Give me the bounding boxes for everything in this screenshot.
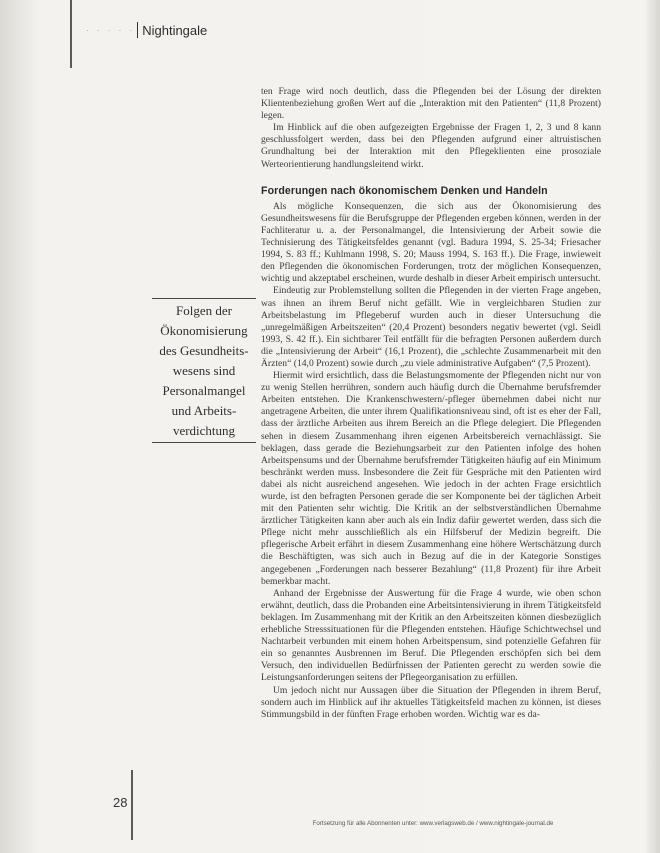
body-paragraph: Im Hinblick auf die oben aufgezeigten Ergebnisse der Fragen 1, 2, 3 und 8 kann geschlussfolgert werden, dass bei den Pflegenden aufgrund einer altruistischen Grundhaltung bei der Interaktion mit den Pflegeklienten eine prosoziale Werteorientierung handlungsleitend wirkt.: [261, 122, 601, 170]
body-paragraph: ten Frage wird noch deutlich, dass die Pflegenden bei der Lösung der direkten Klientenbeziehung großen Wert auf die „Interaktion mit den Patienten“ (11,8 Prozent) legen.: [261, 86, 601, 122]
header-divider: [137, 22, 138, 38]
page-number: 28: [113, 795, 128, 810]
pull-quote-rule-top: [152, 298, 256, 299]
pull-quote-line: des Gesundheits-: [159, 343, 249, 358]
running-header: [86, 22, 207, 38]
pull-quote-line: und Arbeits-: [171, 403, 237, 418]
body-paragraph: Eindeutig zur Problemstellung sollten die Pflegenden in der vierten Frage angeben, was ihnen an ihrem Beruf nicht gefällt. Wie in vergleichbaren Studien zur Arbeitsbelastung im Pflegeberuf wurden auch in dieser Untersuchung die „unregelmäßigen Arbeitszeiten“ (20,4 Prozent) besonders negativ bewertet (vgl. Seidl 1993, S. 42 ff.). Ein sichtbarer Teil entfällt für die befragten Personen außerdem durch die „Intensivierung der Arbeit“ (16,1 Prozent), die „schlechte Zusammenarbeit mit den Ärzten“ (14,0 Prozent) sowie durch „zu viele administrative Aufgaben“ (7,5 Prozent).: [261, 285, 601, 369]
header-dots: · · · · ·: [86, 25, 136, 35]
pull-quote-line: Personalmangel: [162, 383, 246, 398]
body-paragraph: Hiermit wird ersichtlich, dass die Belastungsmomente der Pflegenden nicht nur von zu wenig Stellen herrühren, sondern auch häufig durch die Übernahme berufsfremder Arbeiten entstehen. Die Krankenschwestern/-pfleger übernehmen dabei nicht nur angetragene Arbeiten, die unter ihrem Qualifikationsniveau sind, oft ist es eher der Fall, dass der ärztliche Arbeiten aus ihrem Bereich an die Pflege delegiert. Die Pflegenden sehen in diesem Zusammenhang ihren eigenen Arbeitsbereich vernachlässigt. Sie beklagen, dass gerade die Beziehungsarbeit zur den Patienten infolge des hohen Arbeitspensums und der Übernahme berufsfremder Tätigkeiten häufig auf ein Minimum beschränkt werden muss. Insbesondere die Zeit für Gespräche mit den Patienten wird dabei als nicht ausreichend angesehen. Wie jedoch in der achten Frage ersichtlich wurde, ist den befragten Personen gerade die ser Komponente bei der täglichen Arbeit mit den Patienten sehr wichtig. Die Kritik an der selbstverständlichen Übernahme ärztlicher Tätigkeiten kann aber auch als ein Indiz dafür gewertet werden, dass sich die Pflege nicht mehr ausschließlich als ein Hilfsberuf der Medizin begreift. Die pflegerische Arbeit erfährt in diesem Zusammenhang eine höhere Wertschätzung durch die Beschäftigten, was sich auch in Bezug auf die in der Kategorie Sonstiges angegebenen „Forderungen nach besserer Bezahlung“ (11,8 Prozent) für ihre Arbeit bemerkbar macht.: [261, 370, 601, 587]
pull-quote-line: Folgen der: [176, 303, 232, 318]
pull-quote-line: wesens sind: [172, 363, 236, 378]
body-paragraph: Als mögliche Konsequenzen, die sich aus der Ökonomisierung des Gesundheitswesens für die Berufsgruppe der Pflegenden ergeben können, werden in der Fachliteratur u. a. der Personalmangel, die Intensivierung der Arbeit sowie die Technisierung des Tätigkeitsfeldes genannt (vgl. Badura 1994, S. 25-34; Friesacher 1994, S. 83 ff.; Kuhlmann 1998, S. 20; Mauss 1994, S. 163 ff.). Die Frage, inwieweit den Pflegenden die ökonomischen Forderungen, trotz der möglichen Konsequenzen, wichtig und akzeptabel erscheinen, wurde deshalb in dieser Arbeit empirisch untersucht.: [261, 200, 601, 285]
footer-note: Fortsetzung für alle Abonnenten unter: www.verlagsweb.de / www.nightingale-journal.de: [312, 820, 554, 827]
journal-title: Nightingale: [142, 22, 208, 38]
pull-quote-line: Ökonomisierung: [160, 323, 248, 338]
margin-rule-top: [70, 0, 72, 68]
body-paragraph: Anhand der Ergebnisse der Auswertung für die Frage 4 wurde, wie oben schon erwähnt, deutlich, dass die Probanden eine Arbeitsintensivierung in ihrem Tätigkeitsfeld beklagen. Im Zusammenhang mit der Kritik an den Arbeitszeiten können diesbezüglich erhebliche Stresssituationen für die Pflegenden entstehen. Häufige Schichtwechsel und Nachtarbeit verbunden mit einem hohen Arbeitspensum, sind potenzielle Gefahren für ein so genanntes Ausbrennen im Beruf. Die Pflegenden erschöpfen sich bei dem Versuch, den individuellen Bedürfnissen der Patienten gerecht zu werden sowie die Leistungsanforderungen seitens der Pflegeorganisation zu erfüllen.: [261, 587, 601, 684]
pull-quote-line: verdichtung: [172, 423, 236, 438]
body-text-column: [261, 86, 601, 721]
margin-rule-bottom: [131, 770, 133, 840]
margin-pull-quote: [138, 298, 270, 443]
pull-quote-rule-bottom: [152, 442, 256, 443]
page-edge-shadow: [646, 0, 660, 853]
section-heading: Forderungen nach ökonomischem Denken und Handeln: [261, 184, 548, 197]
body-paragraph: Um jedoch nicht nur Aussagen über die Situation der Pflegenden in ihrem Beruf, sondern auch im Hinblick auf ihr aktuelles Tätigkeitsfeld machen zu können, ist dieses Stimmungsbild in der fünften Frage erhoben worden. Wichtig war es da-: [261, 684, 601, 720]
